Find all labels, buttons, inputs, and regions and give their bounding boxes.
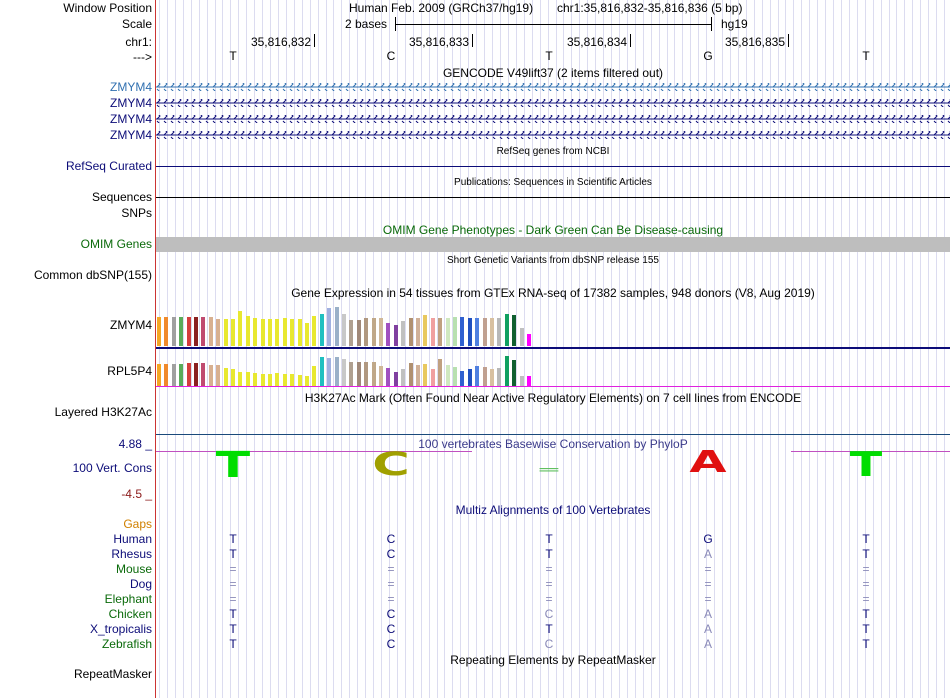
gencode-item-label[interactable]: ZMYM4 xyxy=(110,128,152,142)
gtex-tissue-bar[interactable] xyxy=(379,366,383,386)
coordinate-tick xyxy=(472,34,473,47)
gtex-gene2-bars[interactable] xyxy=(156,352,950,386)
gtex-tissue-bar[interactable] xyxy=(312,366,316,386)
gtex-tissue-bar[interactable] xyxy=(446,318,450,346)
sequence-base: C xyxy=(386,49,396,63)
transcript-row[interactable] xyxy=(156,99,950,107)
gtex-tissue-bar[interactable] xyxy=(527,376,531,386)
alignment-base: C xyxy=(544,637,554,651)
gtex-tissue-bar[interactable] xyxy=(342,359,346,386)
gencode-item-label[interactable]: ZMYM4 xyxy=(110,80,152,94)
alignment-base: T xyxy=(229,547,237,561)
alignment-base: T xyxy=(545,547,553,561)
gtex-tissue-bar[interactable] xyxy=(246,372,250,386)
gtex-tissue-bar[interactable] xyxy=(209,317,213,346)
gtex-tissue-bar[interactable] xyxy=(431,318,435,346)
publications-line[interactable] xyxy=(156,197,950,198)
gtex-tissue-bar[interactable] xyxy=(438,359,442,386)
conservation-logo-base: T xyxy=(849,445,883,485)
gtex-tissue-bar[interactable] xyxy=(527,334,531,346)
gtex-tissue-bar[interactable] xyxy=(460,371,464,386)
phylop-track-title: 100 vertebrates Basewise Conservation by PhyloP xyxy=(418,437,688,451)
gtex-tissue-bar[interactable] xyxy=(216,365,220,386)
gtex-tissue-bar[interactable] xyxy=(194,363,198,386)
conservation-track-label[interactable]: 100 Vert. Cons xyxy=(72,461,152,475)
refseq-gene-line[interactable] xyxy=(156,166,950,167)
gtex-tissue-bar[interactable] xyxy=(320,357,324,386)
gtex-tissue-bar[interactable] xyxy=(372,362,376,386)
conservation-logo-base: A xyxy=(689,445,727,480)
gtex-tissue-bar[interactable] xyxy=(320,314,324,346)
coordinate-label: 35,816,832 xyxy=(250,35,311,49)
sequence-base: T xyxy=(545,49,553,63)
gtex-tissue-bar[interactable] xyxy=(483,318,487,346)
gtex-tissue-bar[interactable] xyxy=(224,368,228,386)
gtex-tissue-bar[interactable] xyxy=(394,325,398,346)
conservation-min-label: -4.5 _ xyxy=(121,487,152,501)
gtex-tissue-bar[interactable] xyxy=(505,356,509,386)
alignment-base: = xyxy=(545,592,553,606)
alignment-base: = xyxy=(387,592,395,606)
gtex-tissue-bar[interactable] xyxy=(423,315,427,346)
conservation-max-label: 4.88 _ xyxy=(118,437,152,451)
alignment-base: T xyxy=(229,532,237,546)
gtex-tissue-bar[interactable] xyxy=(246,316,250,346)
alignment-base: A xyxy=(703,637,712,651)
gtex-tissue-bar[interactable] xyxy=(475,318,479,346)
refseq-track-label[interactable]: RefSeq Curated xyxy=(65,159,152,173)
gtex-tissue-bar[interactable] xyxy=(261,319,265,346)
alignment-base: T xyxy=(545,622,553,636)
transcript-row[interactable] xyxy=(156,131,950,139)
gtex-tissue-bar[interactable] xyxy=(401,369,405,386)
multiz-track-title: Multiz Alignments of 100 Vertebrates xyxy=(455,503,651,517)
alignment-base: C xyxy=(386,637,396,651)
alignment-base: = xyxy=(387,562,395,576)
scale-bar xyxy=(395,24,712,25)
alignment-base: T xyxy=(862,637,870,651)
gtex-gene1-baseline xyxy=(156,347,950,349)
dbsnp-track-label[interactable]: Common dbSNP(155) xyxy=(33,268,152,282)
gtex-tissue-bar[interactable] xyxy=(253,373,257,386)
gtex-tissue-bar[interactable] xyxy=(290,319,294,346)
gtex-tissue-bar[interactable] xyxy=(298,375,302,386)
gtex-tissue-bar[interactable] xyxy=(409,363,413,386)
coordinate-tick xyxy=(630,34,631,47)
species-label[interactable]: Zebrafish xyxy=(101,637,152,651)
gtex-tissue-bar[interactable] xyxy=(357,320,361,346)
gtex-tissue-bar[interactable] xyxy=(520,376,524,386)
alignment-base: = xyxy=(229,562,237,576)
gtex-tissue-bar[interactable] xyxy=(342,314,346,346)
gtex-tissue-bar[interactable] xyxy=(157,317,161,346)
gtex-tissue-bar[interactable] xyxy=(305,376,309,386)
conservation-logo-base: C xyxy=(372,445,410,483)
omim-track-title: OMIM Gene Phenotypes - Dark Green Can Be Disease-causing xyxy=(382,223,724,237)
alignment-base: A xyxy=(703,607,712,621)
track-label-panel xyxy=(0,0,156,698)
conservation-logo[interactable] xyxy=(156,446,950,486)
repeatmasker-track-title: Repeating Elements by RepeatMasker xyxy=(450,653,656,667)
species-label[interactable]: Mouse xyxy=(115,562,152,576)
alignment-base: = xyxy=(229,592,237,606)
gtex-tissue-bar[interactable] xyxy=(335,357,339,386)
gtex-tissue-bar[interactable] xyxy=(475,366,479,386)
gaps-label: Gaps xyxy=(123,517,152,531)
gtex-tissue-bar[interactable] xyxy=(327,358,331,386)
gtex-tissue-bar[interactable] xyxy=(305,323,309,346)
gtex-tissue-bar[interactable] xyxy=(468,369,472,386)
gtex-tissue-bar[interactable] xyxy=(283,374,287,386)
species-label[interactable]: Human xyxy=(113,532,152,546)
scale-bar-right-tick xyxy=(711,17,712,31)
sequences-track-label[interactable]: Sequences xyxy=(91,190,152,204)
gtex-tissue-bar[interactable] xyxy=(423,364,427,386)
alignment-base: = xyxy=(862,562,870,576)
gtex-tissue-bar[interactable] xyxy=(238,372,242,386)
assembly-title: Human Feb. 2009 (GRCh37/hg19) xyxy=(349,1,534,15)
gtex-tissue-bar[interactable] xyxy=(312,316,316,346)
gtex-tissue-bar[interactable] xyxy=(231,319,235,346)
publications-track-title: Publications: Sequences in Scientific Articles xyxy=(454,177,652,188)
gtex-tissue-bar[interactable] xyxy=(512,315,516,346)
gtex-tissue-bar[interactable] xyxy=(261,374,265,386)
chromosome-label: chr1: xyxy=(125,35,152,49)
gtex-tissue-bar[interactable] xyxy=(335,307,339,346)
gtex-tissue-bar[interactable] xyxy=(209,365,213,386)
gtex-track-title: Gene Expression in 54 tissues from GTEx RNA-seq of 17382 samples, 948 donors (V8, Aug 2019) xyxy=(291,286,815,300)
gtex-tissue-bar[interactable] xyxy=(290,374,294,386)
gtex-tissue-bar[interactable] xyxy=(416,318,420,346)
dbsnp-track-title: Short Genetic Variants from dbSNP release 155 xyxy=(447,255,659,266)
alignment-base: T xyxy=(545,532,553,546)
gtex-tissue-bar[interactable] xyxy=(401,321,405,346)
gtex-tissue-bar[interactable] xyxy=(512,360,516,386)
gtex-tissue-bar[interactable] xyxy=(327,308,331,346)
scale-text: 2 bases xyxy=(345,17,388,31)
gtex-tissue-bar[interactable] xyxy=(409,318,413,346)
gtex-tissue-bar[interactable] xyxy=(283,318,287,346)
alignment-base: C xyxy=(386,532,396,546)
gtex-tissue-bar[interactable] xyxy=(349,362,353,386)
gtex-gene2-baseline xyxy=(156,386,950,387)
alignment-base: C xyxy=(386,622,396,636)
gtex-tissue-bar[interactable] xyxy=(497,318,501,346)
gtex-tissue-bar[interactable] xyxy=(194,317,198,346)
species-label[interactable]: Rhesus xyxy=(111,547,152,561)
gtex-tissue-bar[interactable] xyxy=(394,372,398,386)
gtex-gene1-label[interactable]: ZMYM4 xyxy=(110,318,152,332)
coordinate-label: 35,816,834 xyxy=(566,35,627,49)
gtex-tissue-bar[interactable] xyxy=(253,318,257,346)
species-label[interactable]: Elephant xyxy=(104,592,152,606)
gencode-track-title: GENCODE V49lift37 (2 items filtered out) xyxy=(442,66,664,80)
gtex-tissue-bar[interactable] xyxy=(386,368,390,386)
sequence-base: T xyxy=(229,49,237,63)
h3k27ac-track-title: H3K27Ac Mark (Often Found Near Active Regulatory Elements) on 7 cell lines from ENCODE xyxy=(304,391,802,405)
gtex-tissue-bar[interactable] xyxy=(268,374,272,386)
gtex-tissue-bar[interactable] xyxy=(364,362,368,386)
gtex-gene1-bars[interactable] xyxy=(156,300,950,348)
alignment-base: C xyxy=(544,607,554,621)
alignment-base: = xyxy=(862,577,870,591)
gtex-tissue-bar[interactable] xyxy=(179,317,183,346)
gtex-tissue-bar[interactable] xyxy=(497,368,501,386)
gtex-tissue-bar[interactable] xyxy=(231,369,235,386)
sequence-base: T xyxy=(862,49,870,63)
gencode-item-label[interactable]: ZMYM4 xyxy=(110,96,152,110)
gtex-tissue-bar[interactable] xyxy=(468,318,472,346)
alignment-base: C xyxy=(386,547,396,561)
gencode-item-label[interactable]: ZMYM4 xyxy=(110,112,152,126)
snps-track-label[interactable]: SNPs xyxy=(121,206,152,220)
alignment-base: T xyxy=(862,607,870,621)
gtex-tissue-bar[interactable] xyxy=(416,365,420,386)
omim-gene-block[interactable] xyxy=(156,237,950,252)
gtex-tissue-bar[interactable] xyxy=(201,363,205,386)
alignment-base: = xyxy=(387,577,395,591)
window-position-label: Window Position xyxy=(63,1,152,15)
gtex-tissue-bar[interactable] xyxy=(357,362,361,386)
alignment-base: = xyxy=(704,592,712,606)
gtex-tissue-bar[interactable] xyxy=(298,319,302,346)
gtex-tissue-bar[interactable] xyxy=(268,319,272,346)
alignment-base: A xyxy=(703,547,712,561)
gtex-tissue-bar[interactable] xyxy=(187,363,191,386)
conservation-logo-base: T xyxy=(215,445,251,486)
gtex-tissue-bar[interactable] xyxy=(438,318,442,346)
alignment-base: T xyxy=(862,547,870,561)
coordinate-tick xyxy=(314,34,315,47)
alignment-base: T xyxy=(229,607,237,621)
gencode-transcripts[interactable] xyxy=(156,80,950,144)
gtex-tissue-bar[interactable] xyxy=(164,364,168,386)
gtex-tissue-bar[interactable] xyxy=(275,319,279,346)
alignment-base: = xyxy=(704,562,712,576)
gtex-tissue-bar[interactable] xyxy=(179,364,183,386)
gtex-tissue-bar[interactable] xyxy=(224,319,228,346)
gtex-tissue-bar[interactable] xyxy=(379,318,383,346)
alignment-base: = xyxy=(229,577,237,591)
omim-track-label[interactable]: OMIM Genes xyxy=(80,237,152,251)
alignment-base: T xyxy=(229,622,237,636)
transcript-row[interactable] xyxy=(156,115,950,123)
conservation-logo-base: = xyxy=(536,465,562,476)
gtex-tissue-bar[interactable] xyxy=(172,364,176,386)
gtex-tissue-bar[interactable] xyxy=(172,317,176,346)
repeatmasker-track-label[interactable]: RepeatMasker xyxy=(73,667,152,681)
gtex-tissue-bar[interactable] xyxy=(431,369,435,386)
coordinate-tick xyxy=(788,34,789,47)
gtex-tissue-bar[interactable] xyxy=(460,317,464,346)
gtex-tissue-bar[interactable] xyxy=(216,319,220,346)
gtex-tissue-bar[interactable] xyxy=(187,317,191,346)
alignment-base: T xyxy=(862,532,870,546)
h3k27ac-track-label[interactable]: Layered H3K27Ac xyxy=(54,405,152,419)
alignment-base: A xyxy=(703,622,712,636)
coordinate-label: 35,816,835 xyxy=(724,35,785,49)
gtex-tissue-bar[interactable] xyxy=(201,317,205,346)
alignment-base: G xyxy=(703,532,713,546)
gtex-tissue-bar[interactable] xyxy=(238,311,242,346)
species-label[interactable]: Chicken xyxy=(108,607,152,621)
gtex-tissue-bar[interactable] xyxy=(453,367,457,386)
gtex-tissue-bar[interactable] xyxy=(157,364,161,386)
species-label[interactable]: Dog xyxy=(129,577,152,591)
refseq-track-title: RefSeq genes from NCBI xyxy=(496,146,610,157)
gtex-tissue-bar[interactable] xyxy=(490,369,494,386)
gtex-tissue-bar[interactable] xyxy=(483,367,487,386)
coordinate-label: 35,816,833 xyxy=(408,35,469,49)
strand-label: ---> xyxy=(133,50,152,64)
gtex-tissue-bar[interactable] xyxy=(386,323,390,346)
gtex-tissue-bar[interactable] xyxy=(490,318,494,346)
gtex-tissue-bar[interactable] xyxy=(446,365,450,386)
gtex-tissue-bar[interactable] xyxy=(520,328,524,346)
alignment-base: = xyxy=(545,577,553,591)
alignment-base: = xyxy=(704,577,712,591)
gtex-tissue-bar[interactable] xyxy=(364,318,368,346)
alignment-base: T xyxy=(862,622,870,636)
sequence-base: G xyxy=(703,49,713,63)
position-readout: chr1:35,816,832-35,816,836 (5 bp) xyxy=(557,1,743,15)
alignment-base: T xyxy=(229,637,237,651)
gtex-tissue-bar[interactable] xyxy=(505,314,509,346)
gtex-tissue-bar[interactable] xyxy=(164,317,168,346)
alignment-base: = xyxy=(862,592,870,606)
gtex-tissue-bar[interactable] xyxy=(349,320,353,346)
gtex-tissue-bar[interactable] xyxy=(453,317,457,346)
gtex-tissue-bar[interactable] xyxy=(372,318,376,346)
gtex-tissue-bar[interactable] xyxy=(275,373,279,386)
browser-data-area[interactable] xyxy=(156,0,950,698)
h3k27ac-signal[interactable] xyxy=(156,434,950,435)
db-label: hg19 xyxy=(721,17,748,31)
transcript-row[interactable] xyxy=(156,83,950,91)
alignment-base: C xyxy=(386,607,396,621)
gtex-gene2-label[interactable]: RPL5P4 xyxy=(107,364,152,378)
scale-label: Scale xyxy=(121,17,152,31)
species-label[interactable]: X_tropicalis xyxy=(89,622,152,636)
alignment-base: = xyxy=(545,562,553,576)
